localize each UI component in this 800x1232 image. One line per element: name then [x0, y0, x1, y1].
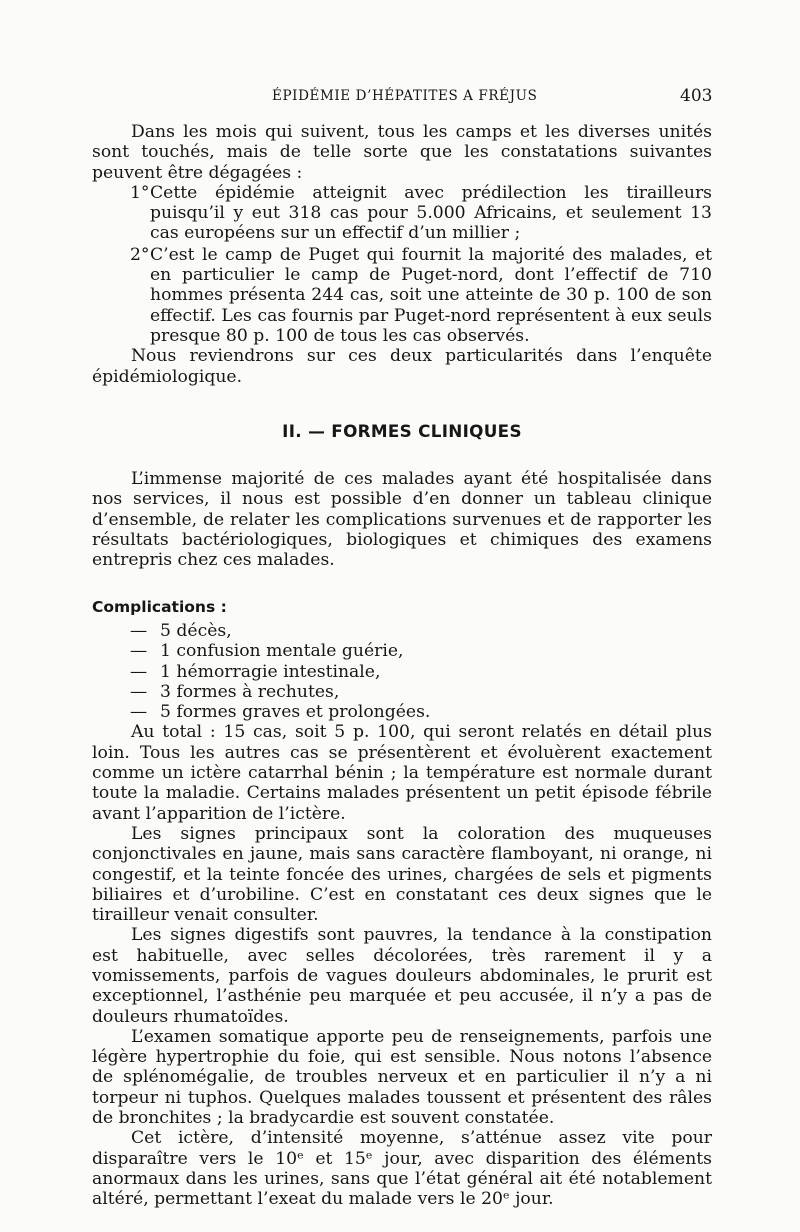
complications-heading: Complications :	[92, 597, 227, 616]
dash-marker: —	[130, 620, 148, 641]
page-number: 403	[680, 86, 713, 106]
dash-marker: —	[130, 661, 148, 682]
complication-item	[130, 682, 712, 702]
complication-text: 1 confusion mentale guérie,	[160, 641, 404, 662]
running-title: ÉPIDÉMIE D’HÉPATITES A FRÉJUS	[272, 88, 538, 104]
complications-list	[92, 621, 712, 722]
complication-item	[130, 621, 712, 641]
intro-paragraph: Dans les mois qui suivent, tous les camps et les diverses unités sont touchés, mais de telle sorte que les constatations suivantes peuvent être dégagées :	[92, 122, 712, 183]
complication-item	[130, 702, 712, 722]
page-body	[92, 122, 712, 1210]
closing-paragraph: Nous reviendrons sur ces deux particularités dans l’enquête épidémiologique.	[92, 346, 712, 387]
section-heading: II. — FORMES CLINIQUES	[282, 420, 522, 441]
complication-text: 5 décès,	[160, 620, 232, 641]
complication-item	[130, 662, 712, 682]
list-item	[92, 245, 712, 346]
dash-marker: —	[130, 641, 148, 662]
complication-text: 5 formes graves et prolongées.	[160, 702, 431, 723]
section-intro-paragraph: L’immense majorité de ces malades ayant été hospitalisée dans nos services, il nous est possible d’en donner un tableau clinique d’ensemble, de relater les complications survenues et de rapporter les résultats bactériologiques, biologiques et chimiques des examens entrepris chez ces malades.	[92, 469, 712, 571]
dash-marker: —	[130, 681, 148, 702]
body-paragraph: L’examen somatique apporte peu de renseignements, parfois une légère hypertrophie du foie, qui est sensible. Nous notons l’absence de splénomégalie, de troubles nerveux et en particulier il n’y a ni torpeur ni tuphos. Quelques malades toussent et présentent des râles de bronchites ; la bradycardie est souvent constatée.	[92, 1026, 712, 1129]
body-paragraph: Au total : 15 cas, soit 5 p. 100, qui seront relatés en détail plus loin. Tous les autres cas se présentèrent et évoluèrent exactement comme un ictère catarrhal bénin ; la température est normale durant toute la maladie. Certains malades présentent un petit épisode fébrile avant l’apparition de l’ictère.	[92, 722, 712, 824]
complication-item	[130, 641, 712, 661]
dash-marker: —	[130, 702, 148, 723]
list-item-label: 1°	[130, 182, 150, 203]
complication-text: 3 formes à rechutes,	[160, 681, 340, 702]
list-item-text: Cette épidémie atteignit avec prédilection les tirailleurs puisqu’il y eut 318 cas pour 5.000 Africains, et seulement 13 cas européens sur un effectif d’un millier ;	[150, 182, 712, 244]
list-item-text: C’est le camp de Puget qui fournit la majorité des malades, et en particulier le camp de Puget-nord, dont l’effectif de 710 hommes présenta 244 cas, soit une atteinte de 30 p. 100 de son effectif. Les cas fournis par Puget-nord représentent à eux seuls presque 80 p. 100 de tous les cas observés.	[150, 244, 712, 346]
body-paragraph: Les signes principaux sont la coloration des muqueuses conjonctivales en jaune, mais sans caractère flamboyant, ni orange, ni congestif, et la teinte foncée des urines, chargées de sels et pigments biliaires et d’urobiline. C’est en constatant ces deux signes que le tirailleur venait consulter.	[92, 823, 712, 926]
list-item	[92, 183, 712, 244]
body-paragraph: Cet ictère, d’intensité moyenne, s’atténue assez vite pour disparaître vers le 10ᵉ et 15ᵉ jour, avec disparition des éléments anormaux dans les urines, sans que l’état général ait été notablement altéré, permettant l’exeat du malade vers le 20ᵉ jour.	[92, 1128, 712, 1210]
body-paragraph: Les signes digestifs sont pauvres, la tendance à la constipation est habituelle, avec selles décolorées, très rarement il y a vomissements, parfois de vagues douleurs abdominales, le prurit est exceptionnel, l’asthénie peu marquée et peu accusée, il n’y a pas de douleurs rhumatoïdes.	[92, 925, 712, 1027]
list-item-label: 2°	[130, 244, 150, 265]
complication-text: 1 hémorragie intestinale,	[160, 661, 381, 682]
